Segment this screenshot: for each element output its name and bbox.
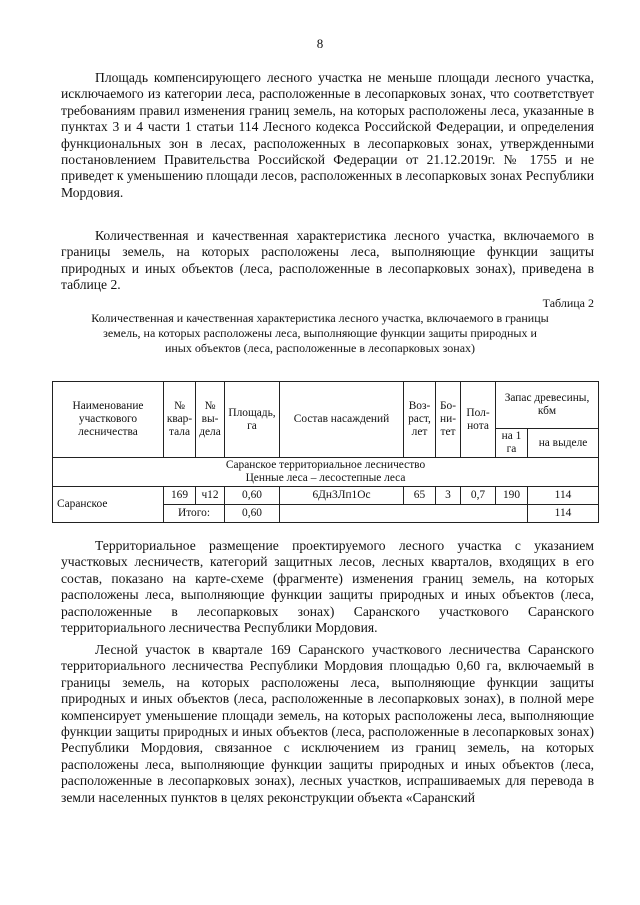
paragraph-compensation-conclusion: Лесной участок в квартале 169 Саранского участкового лесничества Саранского территориального лесничества Республики Мордовия площадью 0,60 га, включаемый в границы земель, на которых расположены леса, выполняющие функции защиты природных и иных объектов (леса, расположенные в лесопарковых зонах), в полной мере компенсирует уменьшение площади земель, на которых расположены леса, выполняющие функции защиты природных и иных объектов (леса, расположенные в лесопарковых зонах) Республики Мордовия, связанное с исключением из границ земель, на которых расположены леса, выполняющие функции защиты природных и иных объектов (леса, расположенные в лесопарковых зонах), лесных участков, испрашиваемых для перевода в земли населенных пунктов в целях реконструкции объекта «Саранский (61, 642, 594, 805)
header-plot: № вы-дела (196, 382, 225, 458)
header-stock: Запас древесины, кбм (496, 382, 599, 429)
cell-composition: 6Дн3Лп1Ос (280, 487, 404, 505)
header-stock-on-plot: на выделе (528, 429, 599, 458)
header-age: Воз-раст, лет (404, 382, 436, 458)
paragraph-compensation-area: Площадь компенсирующего лесного участка не меньше площади лесного участка, исключаемого из категории леса, расположенные в лесопарковых зонах, что соответствует требованиям правил изменения границ земель, на которых расположены леса, указанные в пунктах 3 и 4 части 1 статьи 114 Лесного кодекса Российской Федерации, и определения функциональных зон в лесах, расположенных в лесопарковых зонах, утвержденными постановлением Правительства Российской Федерации от 21.12.2019г. № 1755 и не приведет к уменьшению площади лесов, расположенных в лесопарковых зонах Республики Мордовия. (61, 70, 594, 200)
total-label: Итого: (164, 505, 225, 523)
header-bonitet: Бо-ни-тет (436, 382, 461, 458)
cell-age: 65 (404, 487, 436, 505)
header-composition: Состав насаждений (280, 382, 404, 458)
header-stock-per-ha: на 1 га (496, 429, 528, 458)
group-heading (53, 458, 599, 487)
total-stock-on-plot: 114 (528, 505, 599, 523)
total-area: 0,60 (225, 505, 280, 523)
group-subtitle: Ценные леса – лесостепные леса (245, 472, 406, 484)
cell-density: 0,7 (461, 487, 496, 505)
header-area: Площадь, га (225, 382, 280, 458)
header-forestry: Наименование участкового лесничества (53, 382, 164, 458)
paragraph-table-intro: Количественная и качественная характеристика лесного участка, включаемого в границы земель, на которых расположены леса, выполняющие функции защиты природных и иных объектов (леса, расположенные в лесопарковых зонах), приведена в таблице 2. (61, 228, 594, 293)
cell-area: 0,60 (225, 487, 280, 505)
cell-plot: ч12 (196, 487, 225, 505)
cell-forestry: Саранское (53, 487, 164, 523)
cell-bonitet: 3 (436, 487, 461, 505)
table-caption: Количественная и качественная характеристика лесного участка, включаемого в границы земель, на которых расположены леса, выполняющие функции защиты природных и иных объектов (леса, расположенные в лесопарковых зонах) (91, 311, 549, 355)
group-title: Саранское территориальное лесничество (225, 459, 426, 471)
table-row (53, 487, 599, 505)
table-group-row (53, 458, 599, 487)
forest-plot-table (52, 381, 599, 523)
total-empty (280, 505, 528, 523)
table-label: Таблица 2 (542, 296, 594, 310)
header-quarter: № квар-тала (164, 382, 196, 458)
cell-quarter: 169 (164, 487, 196, 505)
page-number: 8 (316, 36, 324, 51)
header-density: Пол-нота (461, 382, 496, 458)
paragraph-territorial-placement: Территориальное размещение проектируемого лесного участка с указанием участковых лесничеств, категорий защитных лесов, лесных кварталов, входящих в его состав, показано на карте-схеме (фрагменте) изменения границ земель, на которых расположены леса, выполняющие функции защиты природных и иных объектов (леса, расположенные в лесопарковых зонах) Саранского участкового Саранского территориального лесничества Республики Мордовия. (61, 538, 594, 636)
cell-stock-on-plot: 114 (528, 487, 599, 505)
cell-stock-per-ha: 190 (496, 487, 528, 505)
table-header-row (53, 382, 599, 429)
